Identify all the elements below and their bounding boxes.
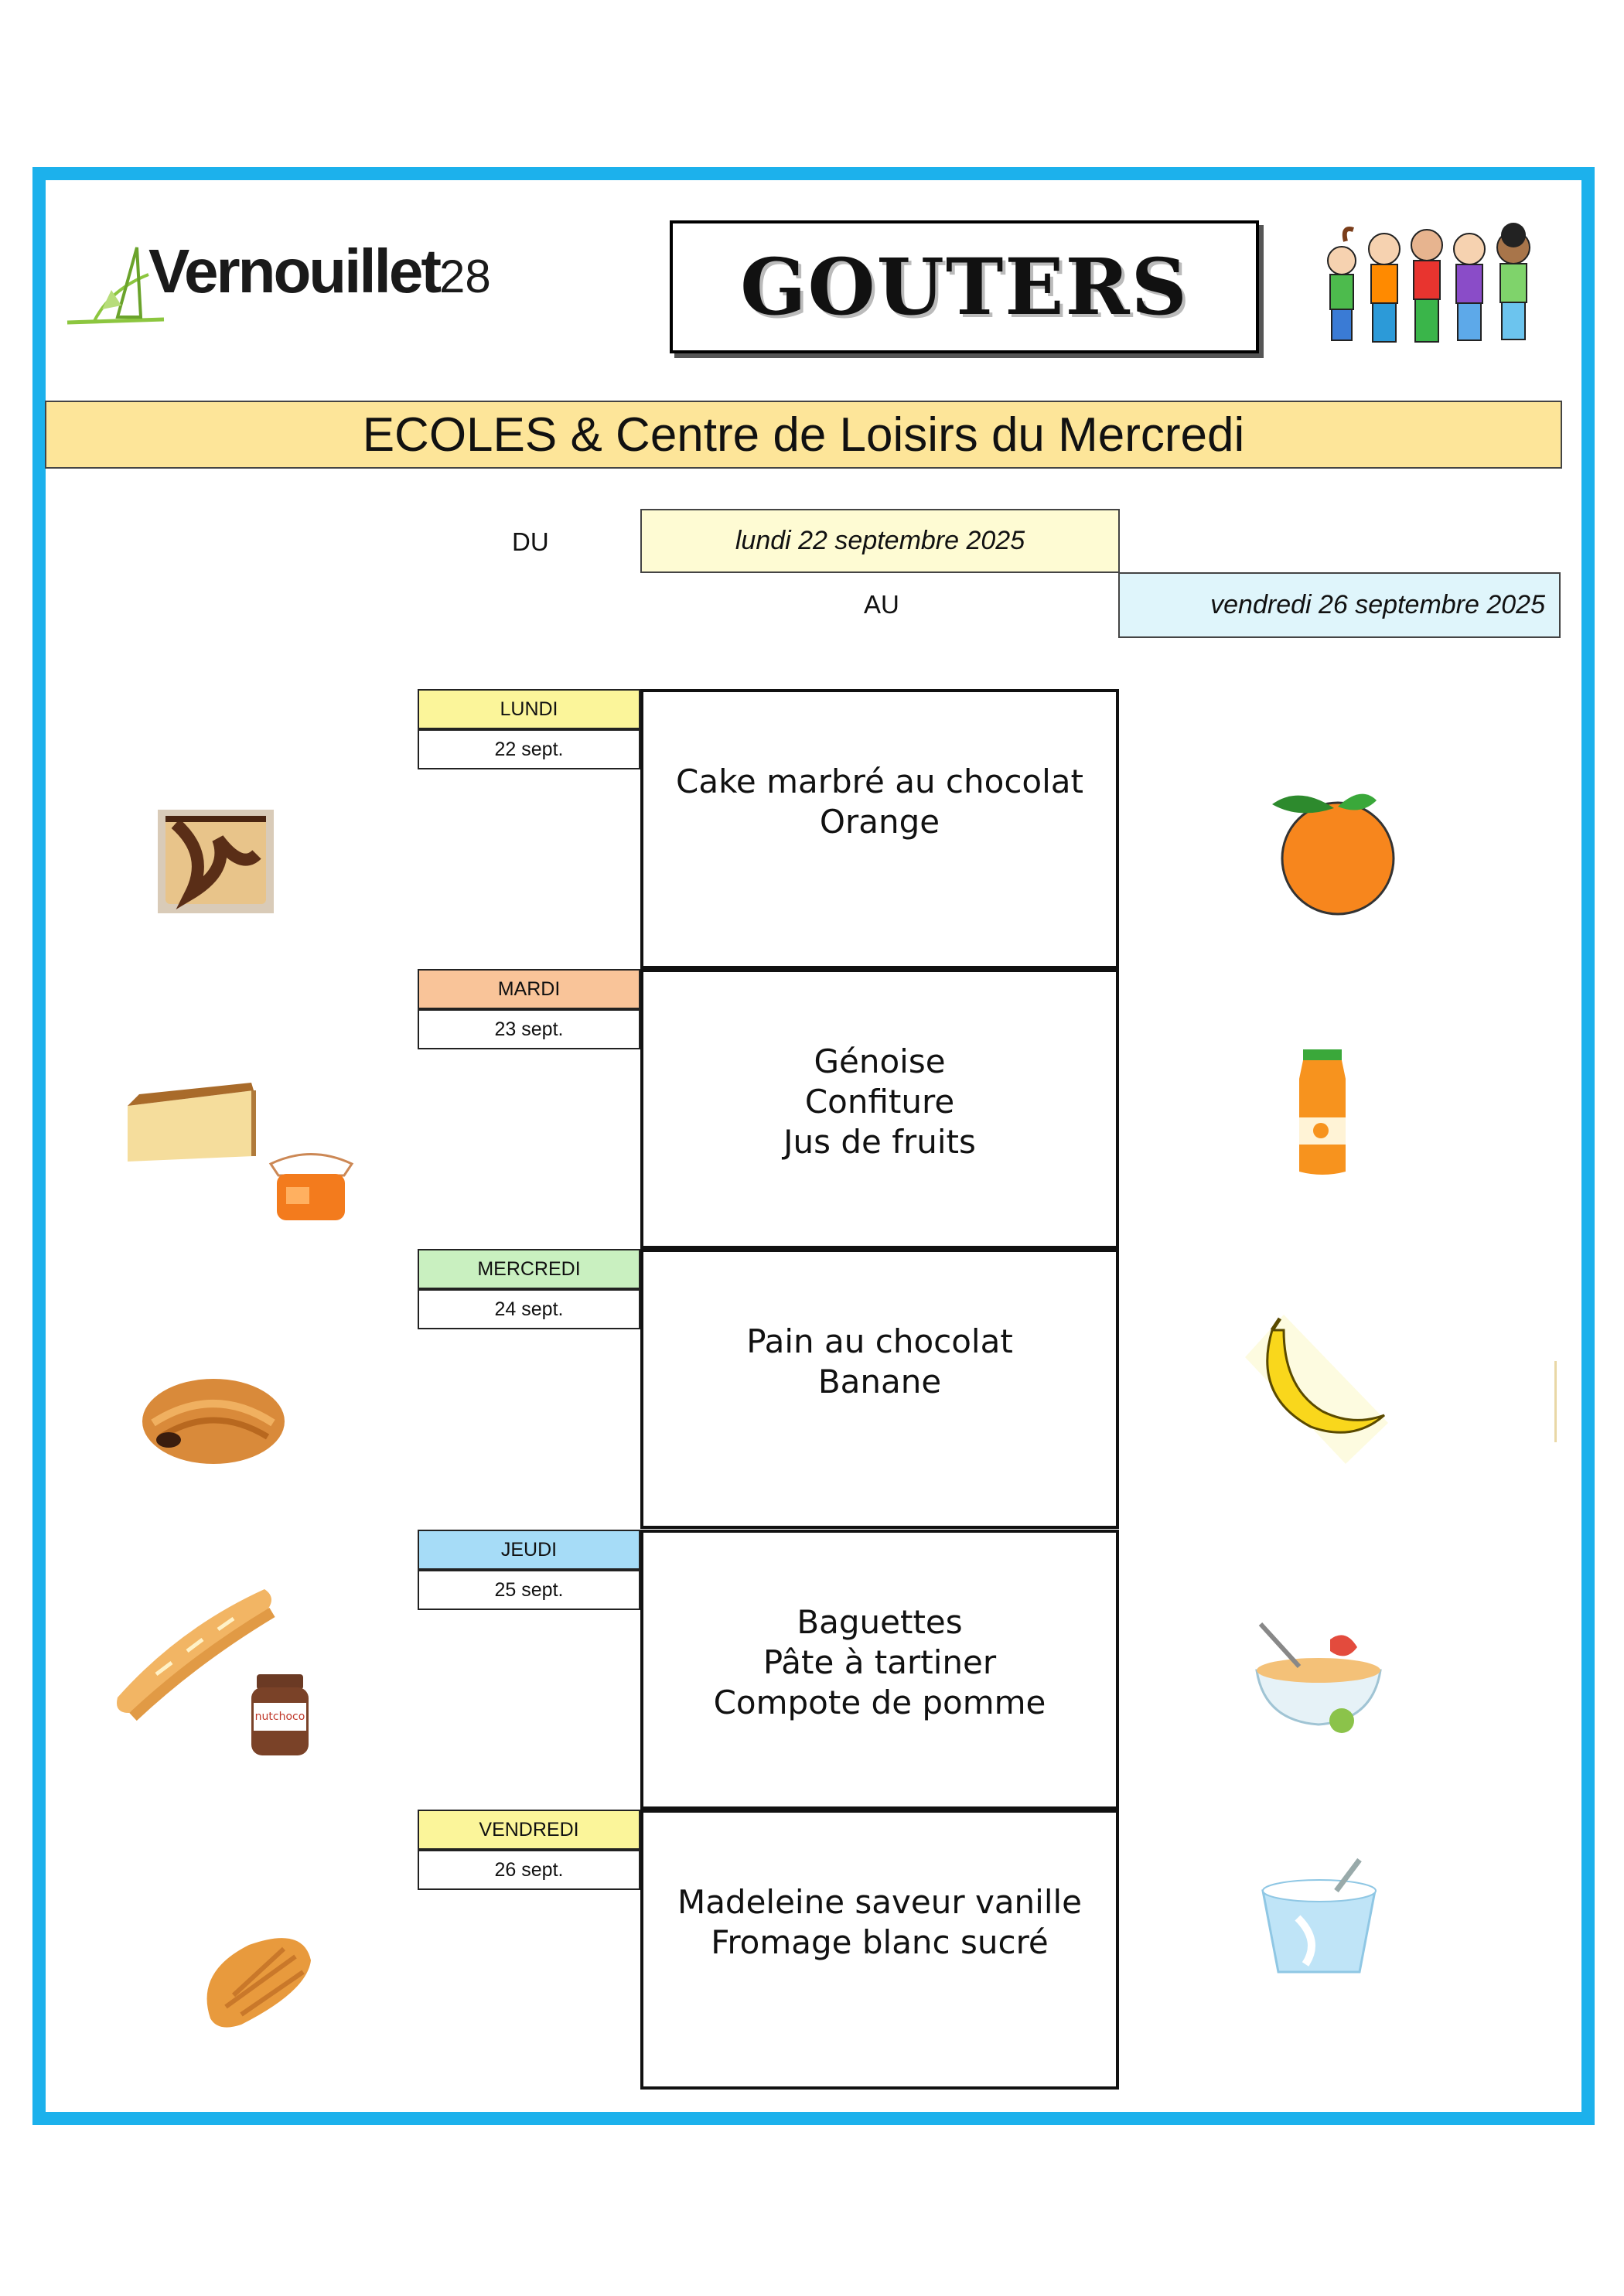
day-date: 23 sept.	[418, 1009, 640, 1049]
day-date: 22 sept.	[418, 729, 640, 769]
menu-item: Baguettes	[797, 1603, 963, 1641]
day-name: VENDREDI	[418, 1810, 640, 1850]
banana-icon	[1237, 1311, 1392, 1465]
spread-label: nutchoco	[254, 1711, 305, 1723]
day-name: JEUDI	[418, 1530, 640, 1570]
from-date	[640, 509, 1120, 573]
menu-cell	[640, 1530, 1119, 1810]
menu-item: Pâte à tartiner	[763, 1643, 997, 1681]
menu-cell	[640, 1249, 1119, 1529]
logo-number: 28	[438, 251, 491, 302]
page-title: GOUTERS	[740, 241, 1189, 333]
menu-item: Compote de pomme	[713, 1684, 1046, 1721]
logo-text	[148, 236, 491, 307]
compote-bowl-icon	[1245, 1616, 1392, 1748]
to-date	[1118, 572, 1561, 638]
from-label: DU	[512, 527, 549, 556]
title-box	[670, 220, 1259, 353]
menu-item: Génoise	[814, 1042, 946, 1080]
day-name: LUNDI	[418, 689, 640, 729]
day-date: 24 sept.	[418, 1289, 640, 1329]
menu-item: Fromage blanc sucré	[711, 1923, 1049, 1961]
menu-cell	[640, 1810, 1119, 2090]
menu-item: Banane	[817, 1363, 942, 1400]
pain-au-chocolat-icon	[138, 1369, 288, 1469]
madeleine-icon	[195, 1926, 319, 2034]
logo-name: Vernouillet	[148, 237, 439, 305]
day-date: 25 sept.	[418, 1570, 640, 1610]
edge-mark	[1554, 1361, 1557, 1442]
vernouillet-logo	[63, 236, 491, 336]
menu-cell	[640, 689, 1119, 969]
yogurt-cup-icon	[1251, 1856, 1387, 1980]
day-date: 26 sept.	[418, 1850, 640, 1890]
from-date-text: lundi 22 septembre 2025	[735, 526, 1025, 555]
menu-item: Orange	[819, 803, 940, 841]
banner: ECOLES & Centre de Loisirs du Mercredi	[45, 401, 1562, 469]
day-name: MERCREDI	[418, 1249, 640, 1289]
menu-item: Cake marbré au chocolat	[676, 762, 1083, 800]
kids-group-icon	[1311, 218, 1551, 361]
orange-icon	[1268, 785, 1404, 916]
to-date-text: vendredi 26 septembre 2025	[1210, 590, 1545, 619]
menu-item: Jus de fruits	[783, 1123, 976, 1161]
menu-item: Confiture	[804, 1083, 955, 1121]
jam-jar-icon	[263, 1145, 360, 1226]
menu-item: Madeleine saveur vanille	[677, 1883, 1083, 1921]
to-label: AU	[864, 590, 899, 619]
menu-item: Pain au chocolat	[746, 1322, 1013, 1360]
juice-bottle-icon	[1291, 1048, 1353, 1179]
sponge-cake-icon	[124, 1075, 259, 1164]
spread-jar-icon	[247, 1670, 313, 1759]
day-name: MARDI	[418, 969, 640, 1009]
marble-cake-icon	[156, 808, 276, 916]
menu-cell	[640, 969, 1119, 1249]
